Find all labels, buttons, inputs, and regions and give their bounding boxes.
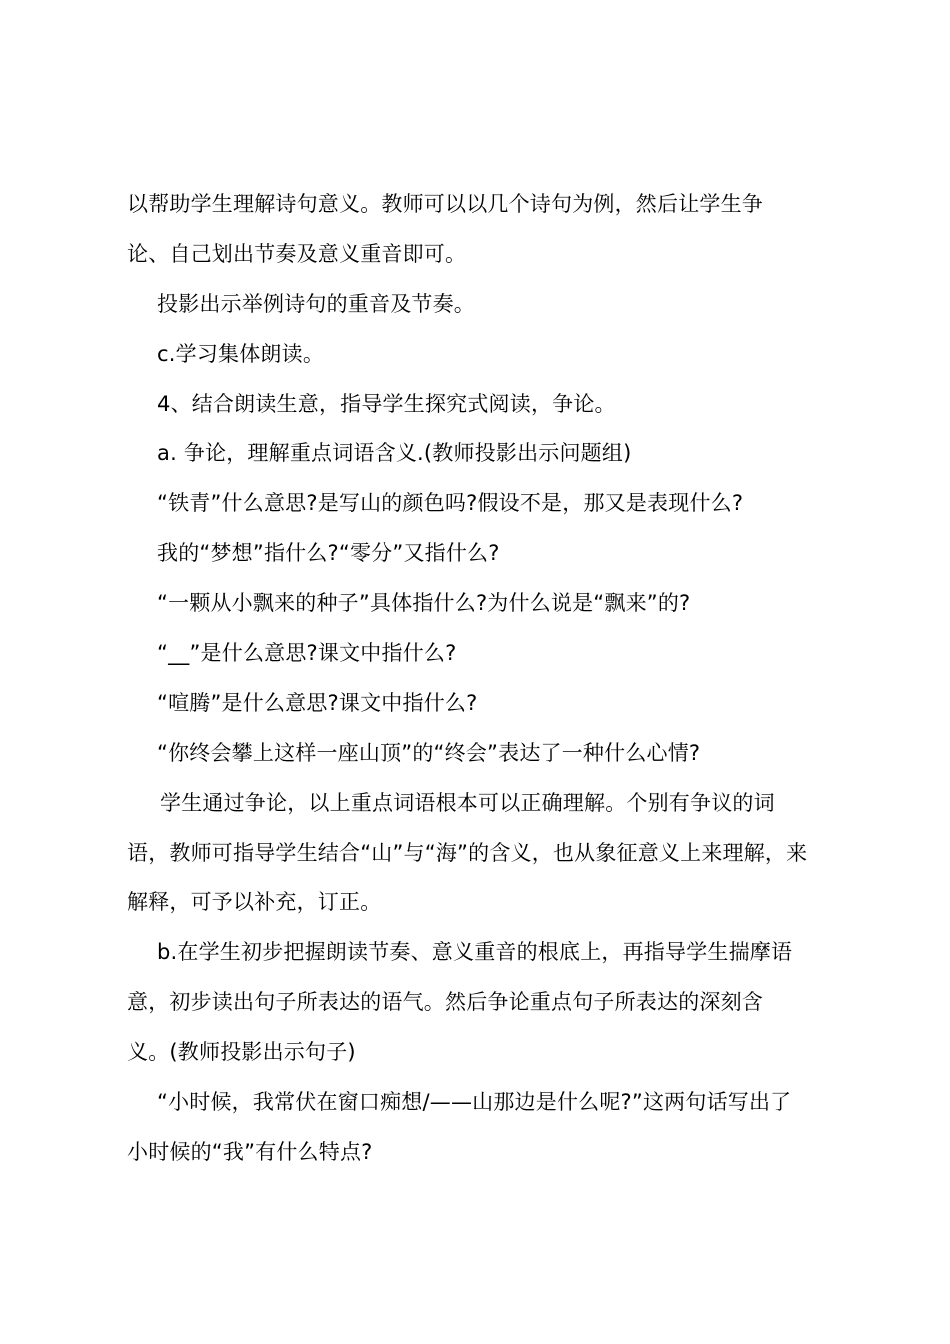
question-line: “一颗从小飘来的种子”具体指什么?为什么说是“飘来”的? — [157, 591, 691, 615]
paragraph-line: 意，初步读出句子所表达的语气。然后争论重点句子所表达的深刻含 — [127, 990, 763, 1014]
paragraph-line: c.学习集体朗读。 — [157, 342, 325, 366]
paragraph-line: 学生通过争论，以上重点词语根本可以正确理解。个别有争议的词 — [160, 791, 775, 815]
question-line: “__”是什么意思?课文中指什么? — [157, 641, 457, 665]
question-line: “铁青”什么意思?是写山的颜色吗?假设不是，那又是表现什么? — [157, 491, 744, 515]
paragraph-line: b.在学生初步把握朗读节奏、意义重音的根底上，再指导学生揣摩语 — [157, 940, 793, 964]
paragraph-line: 语，教师可指导学生结合“山”与“海”的含义，也从象征意义上来理解，来 — [127, 841, 808, 865]
paragraph-line: 解释，可予以补充，订正。 — [127, 890, 382, 914]
paragraph-line: 小时候的“我”有什么特点? — [127, 1140, 373, 1164]
paragraph-line: “小时候，我常伏在窗口痴想/——山那边是什么呢?”这两句话写出了 — [157, 1090, 792, 1114]
paragraph-line: 以帮助学生理解诗句意义。教师可以以几个诗句为例，然后让学生争 — [127, 192, 763, 216]
paragraph-line: 投影出示举例诗句的重音及节奏。 — [157, 292, 475, 316]
paragraph-line: 义。(教师投影出示句子) — [127, 1040, 356, 1064]
paragraph-line: a. 争论，理解重点词语含义.(教师投影出示问题组) — [157, 441, 632, 465]
question-line: “喧腾”是什么意思?课文中指什么? — [157, 691, 478, 715]
paragraph-line: 论、自己划出节奏及意义重音即可。 — [127, 242, 467, 266]
paragraph-line: 4、结合朗读生意，指导学生探究式阅读，争论。 — [157, 392, 616, 416]
question-line: “你终会攀上这样一座山顶”的“终会”表达了一种什么心情? — [157, 741, 701, 765]
question-line: 我的“梦想”指什么?“零分”又指什么? — [157, 541, 500, 565]
